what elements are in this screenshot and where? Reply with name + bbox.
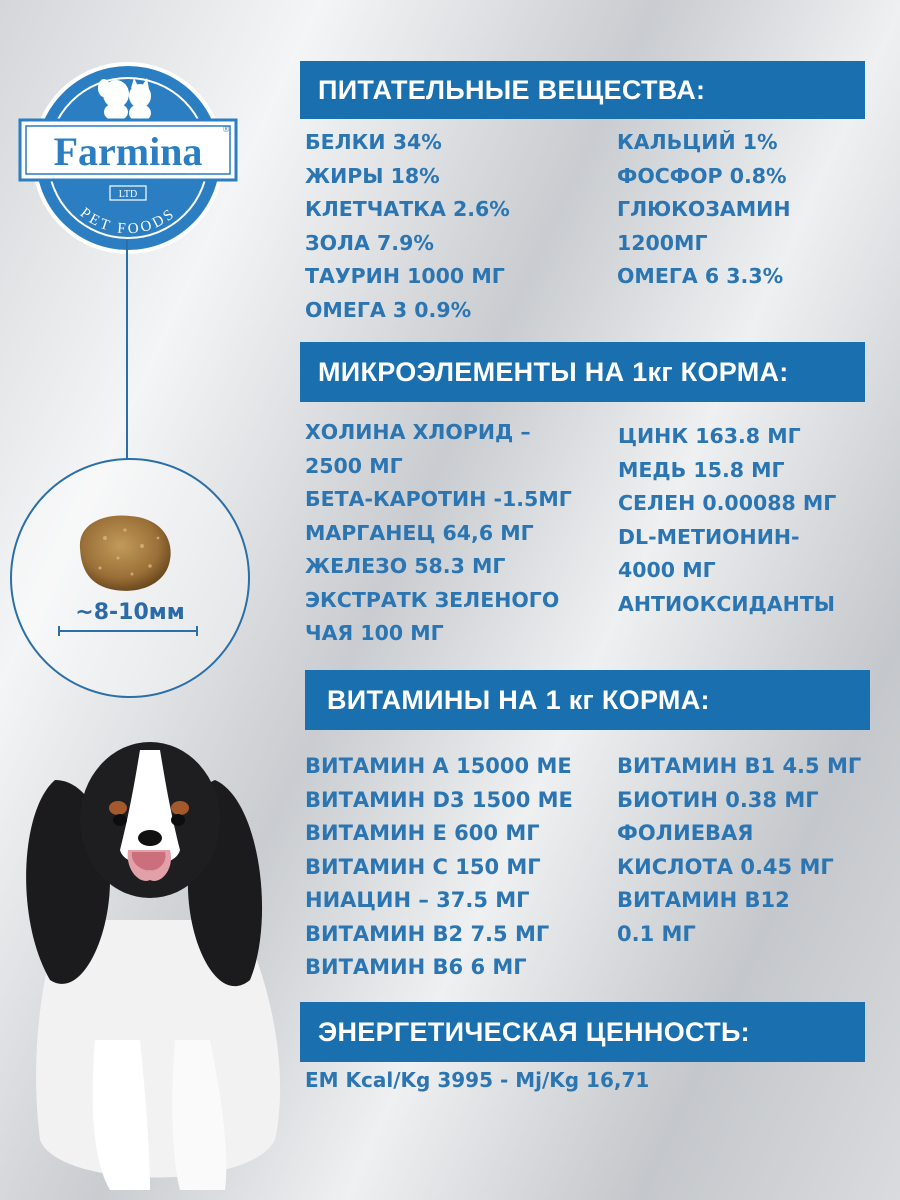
microelement-item: DL-МЕТИОНИН- bbox=[618, 524, 800, 549]
vitamins-right-list bbox=[617, 750, 861, 951]
energy-header bbox=[300, 1002, 865, 1062]
vitamin-item: ВИТАМИН В6 6 МГ bbox=[305, 955, 527, 979]
vitamin-item: ВИТАМИН D3 1500 МЕ bbox=[305, 787, 573, 812]
dog-image bbox=[0, 720, 310, 1200]
microelement-item: ЖЕЛЕЗО 58.3 МГ bbox=[305, 554, 506, 578]
vitamins-title: ВИТАМИНЫ НА 1 кг КОРМА: bbox=[327, 684, 710, 715]
microelements-title: МИКРОЭЛЕМЕНТЫ НА 1кг КОРМА: bbox=[318, 356, 789, 387]
energy-title: ЭНЕРГЕТИЧЕСКАЯ ЦЕННОСТЬ: bbox=[318, 1016, 750, 1047]
microelement-item: СЕЛЕН 0.00088 МГ bbox=[618, 491, 837, 515]
vitamin-item: ВИТАМИН А 15000 МЕ bbox=[305, 754, 572, 778]
vitamin-item: ВИТАМИН В2 7.5 МГ bbox=[305, 921, 550, 946]
nutrient-item: КАЛЬЦИЙ 1% bbox=[617, 130, 778, 154]
microelements-header bbox=[300, 342, 865, 402]
vitamin-item: 0.1 МГ bbox=[617, 921, 696, 946]
nutrient-item: ЗОЛА 7.9% bbox=[305, 230, 434, 255]
microelement-item: МАРГАНЕЦ 64,6 МГ bbox=[305, 520, 534, 545]
microelement-item: АНТИОКСИДАНТЫ bbox=[618, 591, 836, 616]
vitamins-left-list bbox=[305, 750, 573, 985]
microelement-item: МЕДЬ 15.8 МГ bbox=[618, 457, 785, 482]
nutrient-item: ОМЕГА 3 0.9% bbox=[305, 297, 472, 322]
nutrient-item: 1200МГ bbox=[617, 230, 708, 255]
connector-line bbox=[126, 240, 128, 460]
kibble-size-label: ~8-10мм bbox=[75, 600, 185, 625]
svg-text:LTD: LTD bbox=[118, 189, 138, 200]
kibble-image bbox=[70, 508, 180, 598]
farmina-logo bbox=[18, 58, 238, 258]
nutrients-title: ПИТАТЕЛЬНЫЕ ВЕЩЕСТВА: bbox=[318, 74, 706, 105]
microelement-item: 2500 МГ bbox=[305, 453, 403, 478]
nutrients-header bbox=[300, 61, 865, 119]
nutrient-item: ТАУРИН 1000 МГ bbox=[305, 264, 505, 288]
svg-text:PET FOODS: PET FOODS bbox=[76, 205, 180, 238]
vitamin-item: НИАЦИН – 37.5 МГ bbox=[305, 888, 530, 912]
microelement-item: ХОЛИНА ХЛОРИД – bbox=[305, 420, 531, 444]
energy-value: EM Kcal/Kg 3995 - Mj/Kg 16,71 bbox=[305, 1068, 650, 1092]
nutrients-left-list bbox=[305, 126, 510, 327]
vitamin-item: КИСЛОТА 0.45 МГ bbox=[617, 854, 834, 879]
svg-text:Farmina: Farmina bbox=[53, 129, 203, 174]
nutrient-item: ОМЕГА 6 3.3% bbox=[617, 264, 784, 288]
vitamin-item: ВИТАМИН В12 bbox=[617, 888, 790, 912]
size-dimension-line bbox=[58, 630, 198, 632]
vitamin-item: ФОЛИЕВАЯ bbox=[617, 821, 754, 845]
microelement-item: ЧАЯ 100 МГ bbox=[305, 621, 444, 645]
microelement-item: ЦИНК 163.8 МГ bbox=[618, 424, 801, 448]
microelements-left-list bbox=[305, 416, 572, 651]
nutrient-item: КЛЕТЧАТКА 2.6% bbox=[305, 197, 510, 221]
microelements-right-list bbox=[618, 420, 836, 621]
microelement-item: 4000 МГ bbox=[618, 558, 716, 582]
microelement-item: ЭКСТРАТК ЗЕЛЕНОГО bbox=[305, 587, 560, 612]
nutrient-item: ГЛЮКОЗАМИН bbox=[617, 197, 791, 221]
nutrient-item: ЖИРЫ 18% bbox=[305, 163, 440, 188]
nutrient-item: БЕЛКИ 34% bbox=[305, 130, 442, 154]
nutrients-right-list bbox=[617, 126, 790, 294]
vitamin-item: ВИТАМИН С 150 МГ bbox=[305, 854, 541, 879]
vitamins-header bbox=[305, 670, 870, 730]
svg-text:®: ® bbox=[222, 124, 230, 134]
microelement-item: БЕТА-КАРОТИН -1.5МГ bbox=[305, 487, 572, 511]
vitamin-item: ВИТАМИН Е 600 МГ bbox=[305, 821, 540, 845]
nutrient-item: ФОСФОР 0.8% bbox=[617, 163, 787, 188]
vitamin-item: ВИТАМИН В1 4.5 МГ bbox=[617, 754, 862, 778]
vitamin-item: БИОТИН 0.38 МГ bbox=[617, 787, 819, 812]
dog-cat-icon bbox=[98, 78, 151, 122]
